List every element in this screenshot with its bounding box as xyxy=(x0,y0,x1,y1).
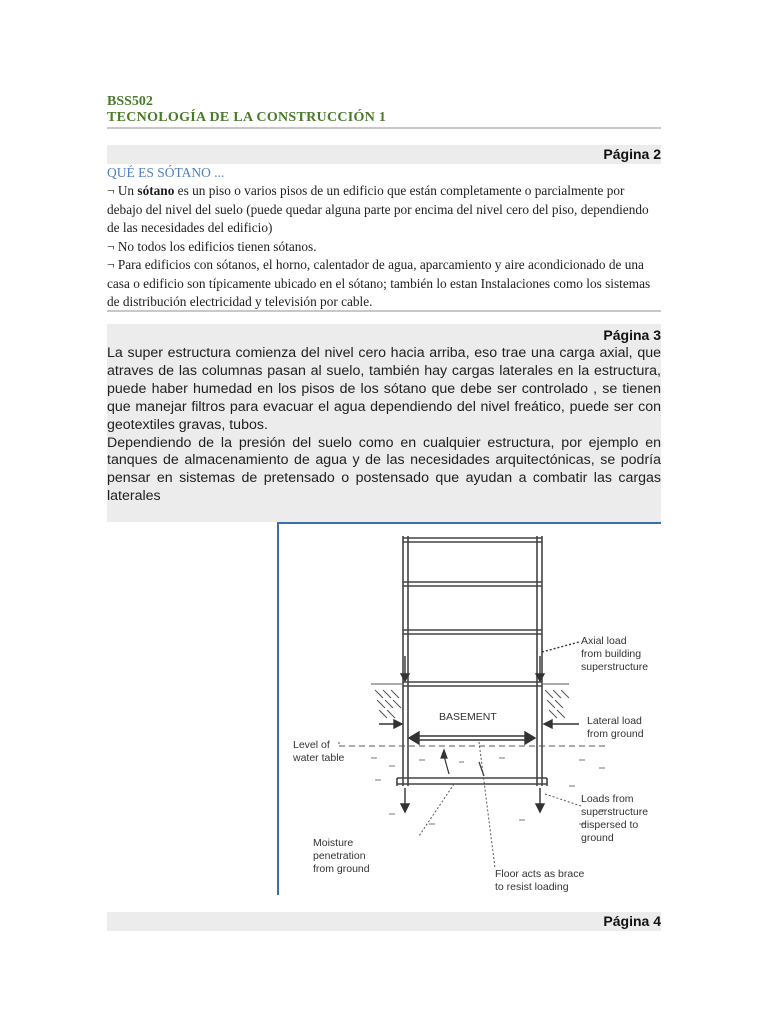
paragraph-superstructure: La super estructura comienza del nivel cero hacia arriba, eso trae una carga axial, que atraves de las columnas pasan al suelo, también hay cargas laterales en la estructura, puede haber humedad en los pisos de los sótano que debe ser controlado , se tienen que manejar filtros para evacuar el agua dependiendo del nivel freático, puede ser con geotextiles gravas, tubos. xyxy=(107,345,661,433)
basement-diagram xyxy=(277,522,661,895)
page-2-label: Página 2 xyxy=(107,145,661,164)
definition-text: es un piso o varios pisos de un edificio que están completamente o parcialmente por debajo del nivel del suelo (puede quedar alguna parte por encima del nivel cero del piso, dependiendo de las necesidades del edificio) xyxy=(107,183,649,235)
label-lateral-load-2: from ground xyxy=(587,728,644,740)
page-4-label: Página 4 xyxy=(107,912,661,931)
label-axial-load-2: from building xyxy=(581,648,642,660)
label-moisture-1: Moisture xyxy=(313,837,354,849)
section-heading: QUÉ ES SÓTANO ... xyxy=(107,165,225,180)
label-floor-brace-1: Floor acts as brace xyxy=(495,868,585,880)
page-3-content xyxy=(107,345,661,506)
course-title: TECNOLOGÍA DE LA CONSTRUCCIÓN 1 xyxy=(107,110,387,125)
label-loads-dispersed-3: dispersed to xyxy=(581,819,639,831)
label-axial-load-1: Axial load xyxy=(581,635,627,647)
label-moisture-2: penetration xyxy=(313,850,366,862)
page-2-divider xyxy=(107,310,661,312)
term-sotano: sótano xyxy=(137,183,175,198)
label-axial-load-3: superstructure xyxy=(581,661,649,673)
label-loads-dispersed-1: Loads from xyxy=(581,793,634,805)
paragraph-not-all: ¬ No todos los edificios tienen sótanos. xyxy=(107,238,317,254)
label-water-table-1: Level of xyxy=(293,739,330,751)
paragraph-soil-pressure: Dependiendo de la presión del suelo como en cualquier estructura, por ejemplo en tanques de almacenamiento de agua y de las necesidades arquitectónicas, se podría pensar en sistemas de pretensado o postensado que ayudan a combatir las cargas laterales xyxy=(107,434,661,505)
label-basement: BASEMENT xyxy=(439,711,497,723)
paragraph-definition xyxy=(107,182,661,238)
paragraph-uses: ¬ Para edificios con sótanos, el horno, calentador de agua, aparcamiento y aire acondicionado de una casa o edificio son típicamente ubicado en el sótano; también lo estan Instalaciones como los sistemas de distribución electricidad y televisión por cable. xyxy=(107,257,651,309)
header-divider xyxy=(107,127,661,129)
label-water-table-2: water table xyxy=(293,752,345,764)
bullet-prefix: ¬ Un xyxy=(107,183,138,198)
page-3-label: Página 3 xyxy=(107,326,661,345)
label-floor-brace-2: to resist loading xyxy=(495,881,569,893)
label-loads-dispersed-4: ground xyxy=(581,832,614,844)
label-moisture-3: from ground xyxy=(313,863,370,875)
basement-diagram-drawing xyxy=(279,524,661,895)
label-loads-dispersed-2: superstructure xyxy=(581,806,649,818)
label-lateral-load-1: Lateral load xyxy=(587,715,642,727)
course-code: BSS502 xyxy=(107,94,153,109)
page-2-content xyxy=(107,164,661,312)
